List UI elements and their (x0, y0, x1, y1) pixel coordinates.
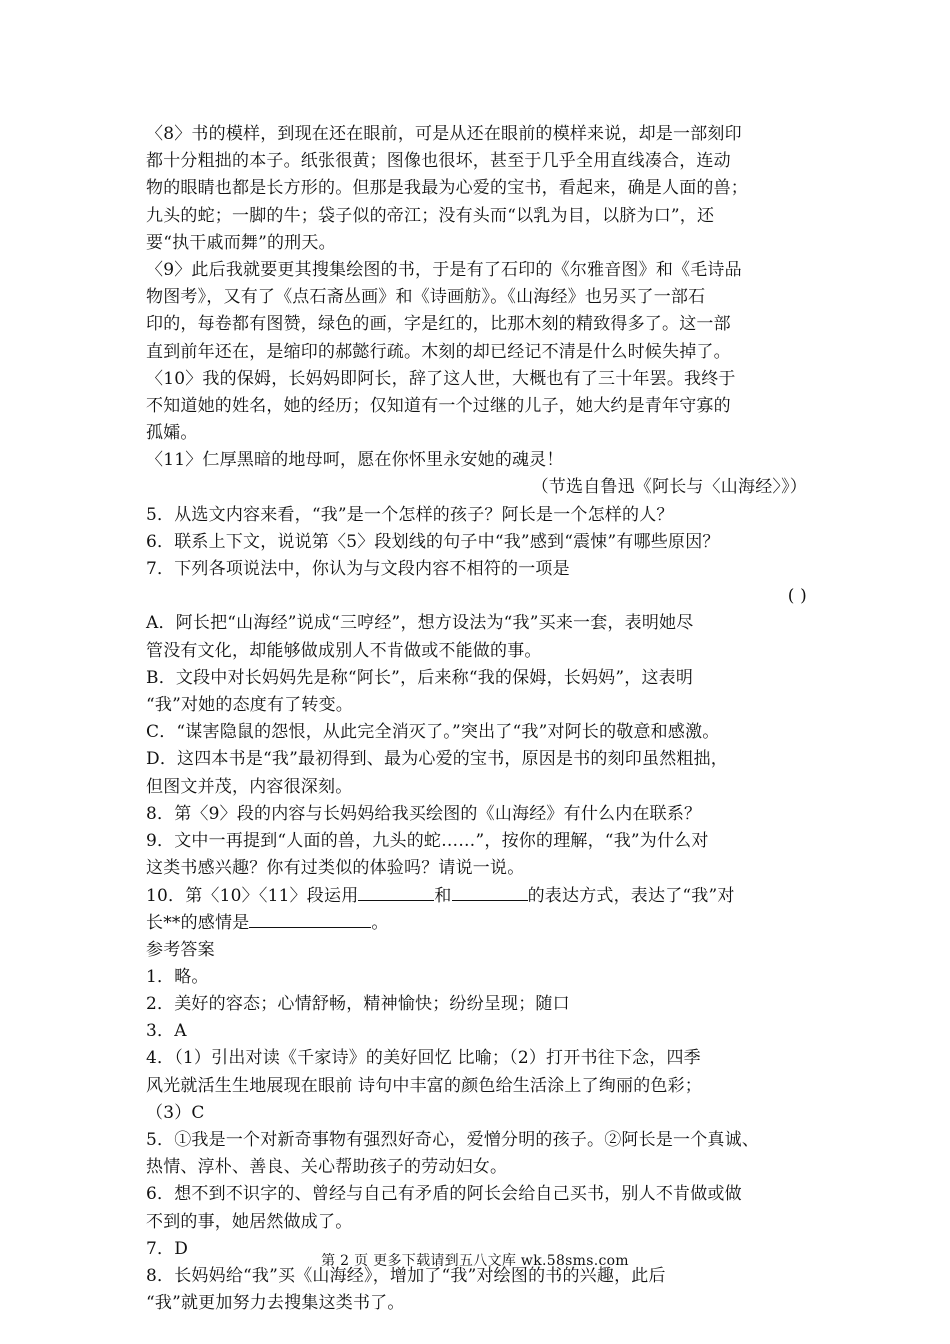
option-line: 管没有文化，却能够做成别人不肯做或不能做的事。 (146, 640, 542, 661)
answer-6 (146, 1181, 811, 1235)
question-6: 6．联系上下文，说说第〈5〉段划线的句子中“我”感到“震悚”有哪些原因？ (146, 531, 720, 552)
question-line: 这类书感兴趣？你有过类似的体验吗？请说一说。 (146, 858, 525, 879)
answer-2: 2．美好的容态；心情舒畅，精神愉快；纷纷呈现；随口 (146, 994, 570, 1014)
answer-line: 风光就活生生地展现在眼前 诗句中丰富的颜色给生活涂上了绚丽的色彩； (146, 1075, 703, 1096)
paragraph-9 (146, 257, 811, 366)
fill-blank[interactable] (452, 882, 528, 901)
option-d (146, 746, 811, 800)
fill-blank[interactable] (249, 909, 371, 928)
answer-8 (146, 1263, 811, 1317)
answer-line: 6．想不到不识字的、曾经与自己有矛盾的阿长会给自己买书，别人不肯做或做 (146, 1184, 742, 1205)
paragraph-line: 不知道她的姓名，她的经历；仅知道有一个过继的儿子，她大约是青年守寡的 (146, 395, 731, 416)
paragraph-10 (146, 366, 811, 448)
question-text: 和 (434, 886, 452, 907)
question-line: 9．文中一再提到“人面的兽，九头的蛇……”，按你的理解，“我”为什么对 (146, 830, 709, 851)
answer-line: 不到的事，她居然做成了。 (146, 1211, 353, 1232)
question-line (146, 909, 811, 936)
passage-source: （节选自鲁迅《阿长与〈山海经〉》） (531, 477, 807, 498)
question-line (146, 882, 811, 909)
paragraph-line: 直到前年还在，是缩印的郝懿行疏。木刻的却已经记不清是什么时候失掉了。 (146, 341, 731, 362)
answer-line: “我”就更加努力去搜集这类书了。 (146, 1293, 405, 1314)
question-10 (146, 882, 811, 936)
option-b (146, 665, 811, 719)
option-line: A．阿长把“山海经”说成“三哼经”，想方设法为“我”买来一套，表明她尽 (146, 613, 694, 634)
answer-line: 8．长妈妈给“我”买《山海经》，增加了“我”对绘图的书的兴趣，此后 (146, 1265, 666, 1286)
option-line: B．文段中对长妈妈先是称“阿长”，后来称“我的保姆，长妈妈”，这表明 (146, 667, 694, 688)
option-line: D．这四本书是“我”最初得到、最为心爱的宝书，原因是书的刻印虽然粗拙， (146, 749, 729, 770)
paragraph-line: 都十分粗拙的本子。纸张很黄；图像也很坏，甚至于几乎全用直线凑合，连动 (146, 151, 731, 172)
paragraph-line: 〈9〉此后我就要更其搜集绘图的书，于是有了石印的《尔雅音图》和《毛诗品 (146, 259, 742, 280)
question-9 (146, 828, 811, 882)
answer-line: （3）C (146, 1102, 205, 1123)
answer-line: 5．①我是一个对新奇事物有强烈好奇心，爱憎分明的孩子。②阿长是一个真诚、 (146, 1129, 760, 1150)
paragraph-line: 物的眼睛也都是长方形的。但那是我最为心爱的宝书，看起来，确是人面的兽； (146, 178, 748, 199)
question-7: 7．下列各项说法中，你认为与文段内容不相符的一项是 (146, 559, 570, 579)
paragraph-line: 要“执干戚而舞”的刑天。 (146, 232, 336, 253)
option-line: 但图文并茂，内容很深刻。 (146, 776, 353, 797)
option-line: C．“谋害隐鼠的怨恨，从此完全消灭了。”突出了“我”对阿长的敬意和感激。 (146, 722, 720, 743)
paragraph-line: 印的，每卷都有图赞，绿色的画，字是红的，比那木刻的精致得多了。这一部 (146, 314, 731, 335)
answer-line: 4．（1）引出对读《千家诗》的美好回忆 比喻；（2）打开书往下念，四季 (146, 1048, 701, 1069)
paragraph-line: 九头的蛇；一脚的牛；袋子似的帝江；没有头而“以乳为目，以脐为口”，还 (146, 205, 715, 226)
question-text: 10．第〈10〉〈11〉段运用 (146, 886, 359, 907)
question-text: 的表达方式，表达了“我”对 (527, 886, 735, 907)
paragraph-line: 〈10〉我的保姆，长妈妈即阿长，辞了这人世，大概也有了三十年罢。我终于 (146, 368, 736, 389)
paragraph-line: 孤孀。 (146, 423, 198, 444)
option-a (146, 610, 811, 664)
answer-3: 3．A (146, 1021, 187, 1042)
question-5: 5．从选文内容来看，“我”是一个怎样的孩子？阿长是一个怎样的人？ (146, 504, 674, 525)
answer-line: 热情、淳朴、善良、关心帮助孩子的劳动妇女。 (146, 1157, 508, 1178)
paragraph-line: 〈8〉书的模样，到现在还在眼前，可是从还在眼前的模样来说，却是一部刻印 (146, 124, 742, 144)
paragraph-8 (146, 121, 811, 257)
answer-bracket: ( ) (787, 586, 807, 607)
option-line: “我”对她的态度有了转变。 (146, 694, 353, 715)
paragraph-11: 〈11〉仁厚黑暗的地母呵，愿在你怀里永安她的魂灵！ (146, 450, 564, 471)
question-8: 8．第〈9〉段的内容与长妈妈给我买绘图的《山海经》有什么内在联系？ (146, 803, 702, 824)
paragraph-line: 物图考》，又有了《点石斋丛画》和《诗画舫》。《山海经》也另买了一部石 (146, 287, 706, 308)
answer-7: 7．D (146, 1238, 189, 1259)
page-footer: 第 2 页 更多下载请到五八文库 wk.58sms.com (321, 1253, 629, 1269)
question-text: 。 (371, 913, 389, 934)
answer-5 (146, 1127, 811, 1181)
option-c (146, 719, 811, 746)
question-text: 长**的感情是 (146, 913, 250, 934)
answers-heading: 参考答案 (146, 939, 215, 960)
answer-1: 1．略。 (146, 966, 209, 987)
document-body (146, 121, 811, 1317)
answer-4 (146, 1045, 811, 1127)
fill-blank[interactable] (358, 882, 434, 901)
